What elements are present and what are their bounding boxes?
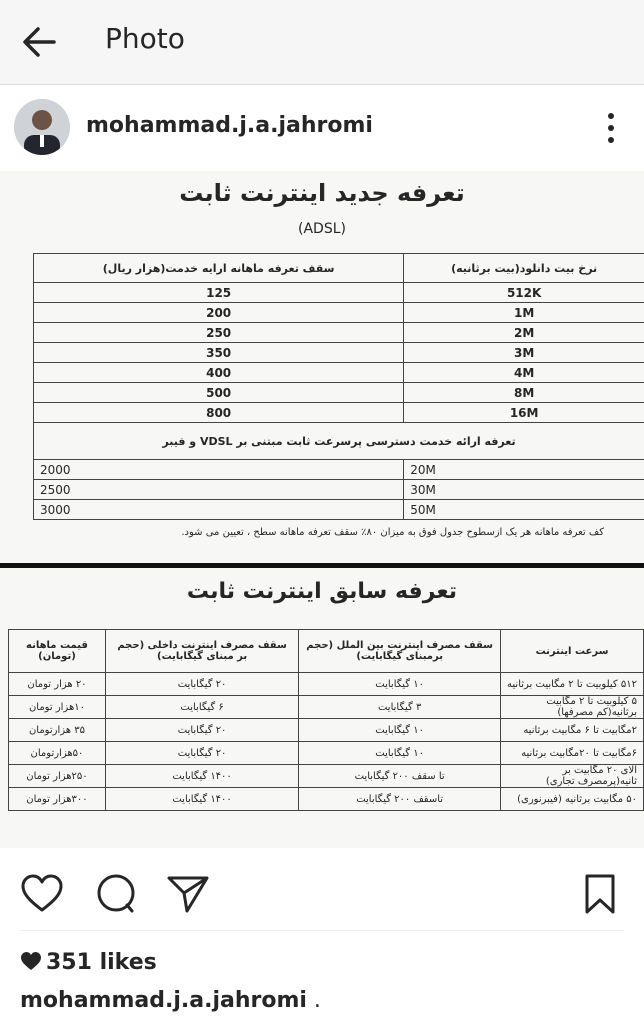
post-actions — [0, 848, 644, 938]
cell-price: ۲۵۰هزار تومان — [9, 765, 106, 788]
cell-price: 800 — [34, 403, 404, 423]
table-row — [34, 283, 644, 303]
new-tariff-table — [33, 253, 644, 520]
avatar[interactable] — [14, 99, 70, 155]
likes-count[interactable] — [20, 950, 157, 975]
bookmark-icon[interactable] — [582, 872, 626, 916]
cell-speed: الای ۲۰ مگابیت بر ثانیه(پرمصرف تجاری) — [501, 765, 644, 788]
cell-speed: 3M — [404, 343, 644, 363]
cell-speed: 16M — [404, 403, 644, 423]
vdsl-heading: تعرفه ارائه خدمت دسترسی پرسرعت ثابت مبتنی بر VDSL و فیبر — [34, 423, 644, 460]
cell-price: 500 — [34, 383, 404, 403]
cell-price: ۵۰هزارتومان — [9, 742, 106, 765]
table1-title: تعرفه جدید اینترنت ثابت — [179, 179, 465, 207]
cell-speed: ۵۰ مگابیت برثانیه (فیبرنوری) — [501, 788, 644, 811]
actions-divider — [20, 930, 624, 931]
post-username[interactable]: mohammad.j.a.jahromi — [86, 113, 373, 138]
cell-price: ۲۰ هزار تومان — [9, 673, 106, 696]
cell-speed: ۵۱۲ کیلوبیت تا ۲ مگابیت برثانیه — [501, 673, 644, 696]
more-vertical-icon[interactable] — [606, 111, 616, 145]
heart-icon[interactable] — [20, 872, 64, 916]
cell-price: 250 — [34, 323, 404, 343]
cell-intl: ۱۰ گیگابایت — [299, 742, 501, 765]
cell-intl: ۱۰ گیگابایت — [299, 673, 501, 696]
table2-header-speed: سرعت اینترنت — [501, 630, 644, 673]
table-row — [34, 323, 644, 343]
cell-price: 2500 — [34, 480, 404, 500]
table-row — [9, 765, 644, 788]
table2-header-price: قیمت ماهانه (تومان) — [9, 630, 106, 673]
table2-header-domestic: سقف مصرف اینترنت داخلی (حجم بر مبنای گیگابایت) — [105, 630, 298, 673]
send-icon[interactable] — [166, 872, 210, 916]
cell-price: 350 — [34, 343, 404, 363]
cell-domestic: ۱۴۰۰ گیگابایت — [105, 788, 298, 811]
cell-price: ۱۰هزار تومان — [9, 696, 106, 719]
cell-speed: ۶مگابیت تا ۲۰مگابیت برثانیه — [501, 742, 644, 765]
back-arrow-icon[interactable] — [20, 24, 60, 60]
table-row — [34, 500, 644, 520]
cell-speed: ۵ کیلوبیت تا ۲ مگابیت برثانیه(کم مصرفها) — [501, 696, 644, 719]
table-row — [9, 696, 644, 719]
cell-intl: ۳ گیگابایت — [299, 696, 501, 719]
table2-header-intl: سقف مصرف اینترنت بین الملل (حجم برمبنای گیگابایت) — [299, 630, 501, 673]
cell-price: 200 — [34, 303, 404, 323]
cell-speed: ۲مگابیت تا ۶ مگابیت برثانیه — [501, 719, 644, 742]
cell-intl: تاسقف ۲۰۰ گیگابایت — [299, 788, 501, 811]
table-row — [9, 742, 644, 765]
cell-speed: 20M — [404, 460, 644, 480]
table2-title: تعرفه سابق اینترنت ثابت — [186, 579, 458, 604]
cell-speed: 2M — [404, 323, 644, 343]
table1-header-price: سقف تعرفه ماهانه ارایه خدمت(هزار ریال) — [34, 254, 404, 283]
photo-divider — [0, 563, 644, 568]
cell-speed: 4M — [404, 363, 644, 383]
cell-domestic: ۲۰ گیگابایت — [105, 673, 298, 696]
cell-speed: 30M — [404, 480, 644, 500]
table1-note: کف تعرفه ماهانه هر یک ازسطوح جدول فوق به میزان ۸۰٪ سقف تعرفه ماهانه سطح ، تعیین می شود. — [181, 527, 604, 538]
table1-subtitle: (ADSL) — [298, 221, 346, 237]
cell-price: 2000 — [34, 460, 404, 480]
table1-header-speed: نرخ بیت دانلود(بیت برثانیه) — [404, 254, 644, 283]
table-row — [34, 363, 644, 383]
table-row — [34, 303, 644, 323]
cell-intl: تا سقف ۲۰۰ گیگابایت — [299, 765, 501, 788]
cell-speed: 512K — [404, 283, 644, 303]
table-row — [34, 403, 644, 423]
table-row — [9, 673, 644, 696]
cell-speed: 50M — [404, 500, 644, 520]
post-header — [0, 85, 644, 171]
cell-domestic: ۱۴۰۰ گیگابایت — [105, 765, 298, 788]
cell-intl: ۱۰ گیگابایت — [299, 719, 501, 742]
caption-username[interactable]: mohammad.j.a.jahromi — [20, 988, 307, 1013]
table-row — [34, 383, 644, 403]
cell-speed: 8M — [404, 383, 644, 403]
cell-price: 3000 — [34, 500, 404, 520]
old-tariff-table — [8, 629, 644, 811]
cell-speed: 1M — [404, 303, 644, 323]
cell-domestic: ۶ گیگابایت — [105, 696, 298, 719]
page-title: Photo — [105, 22, 185, 55]
cell-price: ۳۰۰هزار تومان — [9, 788, 106, 811]
table-row — [9, 719, 644, 742]
table-row — [34, 460, 644, 480]
caption: mohammad.j.a.jahromi . — [20, 988, 321, 1013]
post-photo[interactable] — [0, 171, 644, 848]
likes-text: 351 likes — [46, 950, 157, 975]
cell-price: 125 — [34, 283, 404, 303]
cell-domestic: ۲۰ گیگابایت — [105, 719, 298, 742]
top-bar — [0, 0, 644, 85]
comment-icon[interactable] — [94, 872, 138, 916]
cell-price: 400 — [34, 363, 404, 383]
table-row — [34, 343, 644, 363]
cell-domestic: ۲۰ گیگابایت — [105, 742, 298, 765]
table-row — [9, 788, 644, 811]
cell-price: ۳۵ هزارتومان — [9, 719, 106, 742]
heart-small-icon — [20, 951, 42, 971]
table-row — [34, 480, 644, 500]
